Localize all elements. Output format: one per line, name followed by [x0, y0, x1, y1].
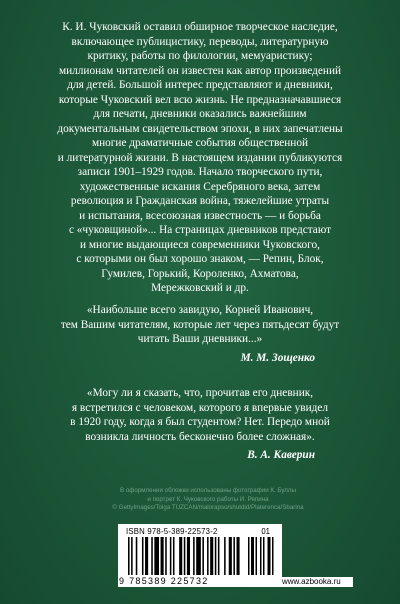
barcode-addon-bar	[256, 537, 258, 575]
annotation-line: критику, работы по филологии, мемуаристику;	[87, 50, 313, 62]
barcode-bar	[170, 537, 172, 575]
barcode-bar	[196, 537, 201, 575]
barcode-bar	[215, 537, 217, 575]
barcode-bar	[131, 537, 133, 575]
annotation-line: включающее публицистику, переводы, литературную	[71, 35, 329, 48]
barcode-addon-bar	[248, 537, 250, 575]
barcode-bar	[207, 537, 209, 575]
credits-line: В оформлении обложки использованы фотографии К. Буллы	[120, 487, 296, 494]
annotation-line: многие драматичные события общественной	[91, 137, 309, 149]
annotation-line: которые Чуковский вел всю жизнь. Не предназначавшиеся	[58, 93, 342, 106]
annotation-line: художественные искания Серебряного века, затем	[79, 180, 321, 193]
publisher-website: www.azbooka.ru	[282, 577, 353, 587]
annotation-line: Гумилев, Горький, Короленко, Ахматова,	[101, 267, 299, 280]
annotation-line: для печати, дневники оказались важнейшим	[93, 108, 307, 120]
annotation-line: К. И. Чуковский оставил обширное творческое наследие,	[62, 21, 338, 33]
annotation-line: Мережковский и др.	[151, 282, 249, 294]
barcode-bar	[165, 537, 167, 575]
credits-line: и портрет К. Чуковского работы И. Репина	[147, 495, 269, 503]
barcode-addon-bar	[251, 537, 254, 575]
barcode-bar	[229, 537, 232, 575]
quote-line: в 1920 году, когда я был студентом? Нет. Передо мной	[70, 416, 330, 428]
quote-author: В. А. Каверин	[247, 449, 315, 461]
barcode-bar	[145, 537, 148, 575]
barcode-bar	[224, 537, 226, 575]
annotation-line: документальным свидетельством эпохи, в них запечатлены	[57, 122, 343, 135]
barcode-bar	[161, 537, 164, 575]
barcode-addon-bar	[263, 537, 265, 575]
barcode-digits: 9 785389 225732	[119, 576, 209, 586]
barcode-bar	[179, 537, 182, 575]
barcode-bar	[237, 537, 240, 575]
annotation-line: и литературной жизни. В настоящем издании публикуются	[57, 151, 343, 164]
barcode-bar	[154, 537, 159, 575]
credits-line: © GettyImages/Tolga TUZCAN/malorapso/shutdid/Platerenca/Sbarina	[112, 504, 304, 511]
barcode-bar	[233, 537, 235, 575]
barcode-bar	[210, 537, 213, 575]
barcode-addon-bar	[272, 537, 274, 575]
barcode-bar	[193, 537, 195, 575]
barcode-addon-bar	[260, 537, 262, 575]
quote-line: возникла личность бесконечно более сложная».	[85, 430, 315, 443]
quote-author: М. М. Зощенко	[240, 351, 315, 364]
barcode-bar	[142, 537, 144, 575]
isbn-label: ISBN 978-5-389-22573-2	[126, 527, 218, 536]
annotation-line: с «чуковщиной»... На страницах дневников предстают	[68, 224, 332, 236]
quote-zoshchenko	[30, 303, 370, 365]
isbn-barcode	[118, 524, 282, 587]
quote-line: я встретился с человеком, которого я впервые увидел	[71, 401, 329, 414]
barcode-addon-bar	[268, 537, 271, 575]
barcode-bar	[218, 537, 220, 575]
barcode-bar	[151, 537, 153, 575]
isbn-addon: 01	[261, 527, 270, 536]
barcode-bar	[173, 537, 175, 575]
annotation-line: с которыми он был хорошо знаком, — Репин, Блок,	[76, 253, 324, 265]
annotation-line: записи 1901–1929 годов. Начало творческого пути,	[77, 166, 323, 178]
annotation-line: и многие выдающиеся современники Чуковского,	[80, 238, 320, 251]
quote-line: «Могу ли я сказать, что, прочитав его дневник,	[86, 387, 314, 399]
barcode-bar	[128, 537, 130, 575]
annotation-line: и испытания, всесоюзная известность — и борьба	[79, 209, 321, 222]
barcode-bar	[202, 537, 204, 575]
annotation-line: для детей. Большой интерес представляют и дневники,	[67, 79, 333, 91]
quote-line: тем Вашим читателям, которые лет через пятьдесят будут	[60, 318, 340, 331]
barcode-bar	[187, 537, 190, 575]
barcode-bar	[136, 537, 138, 575]
annotation-line: миллионам читателей он известен как автор произведений	[58, 64, 342, 77]
quote-line: читать Ваши дневники...»	[137, 333, 263, 345]
barcode-bar	[184, 537, 186, 575]
annotation-line: революция и Гражданская война, тяжелейшие утраты	[70, 195, 330, 207]
quote-line: «Наибольше всего завидую, Корней Иванович,	[86, 304, 314, 316]
image-credits	[80, 487, 336, 513]
quote-kaverin	[30, 386, 370, 463]
annotation-text	[30, 20, 370, 296]
